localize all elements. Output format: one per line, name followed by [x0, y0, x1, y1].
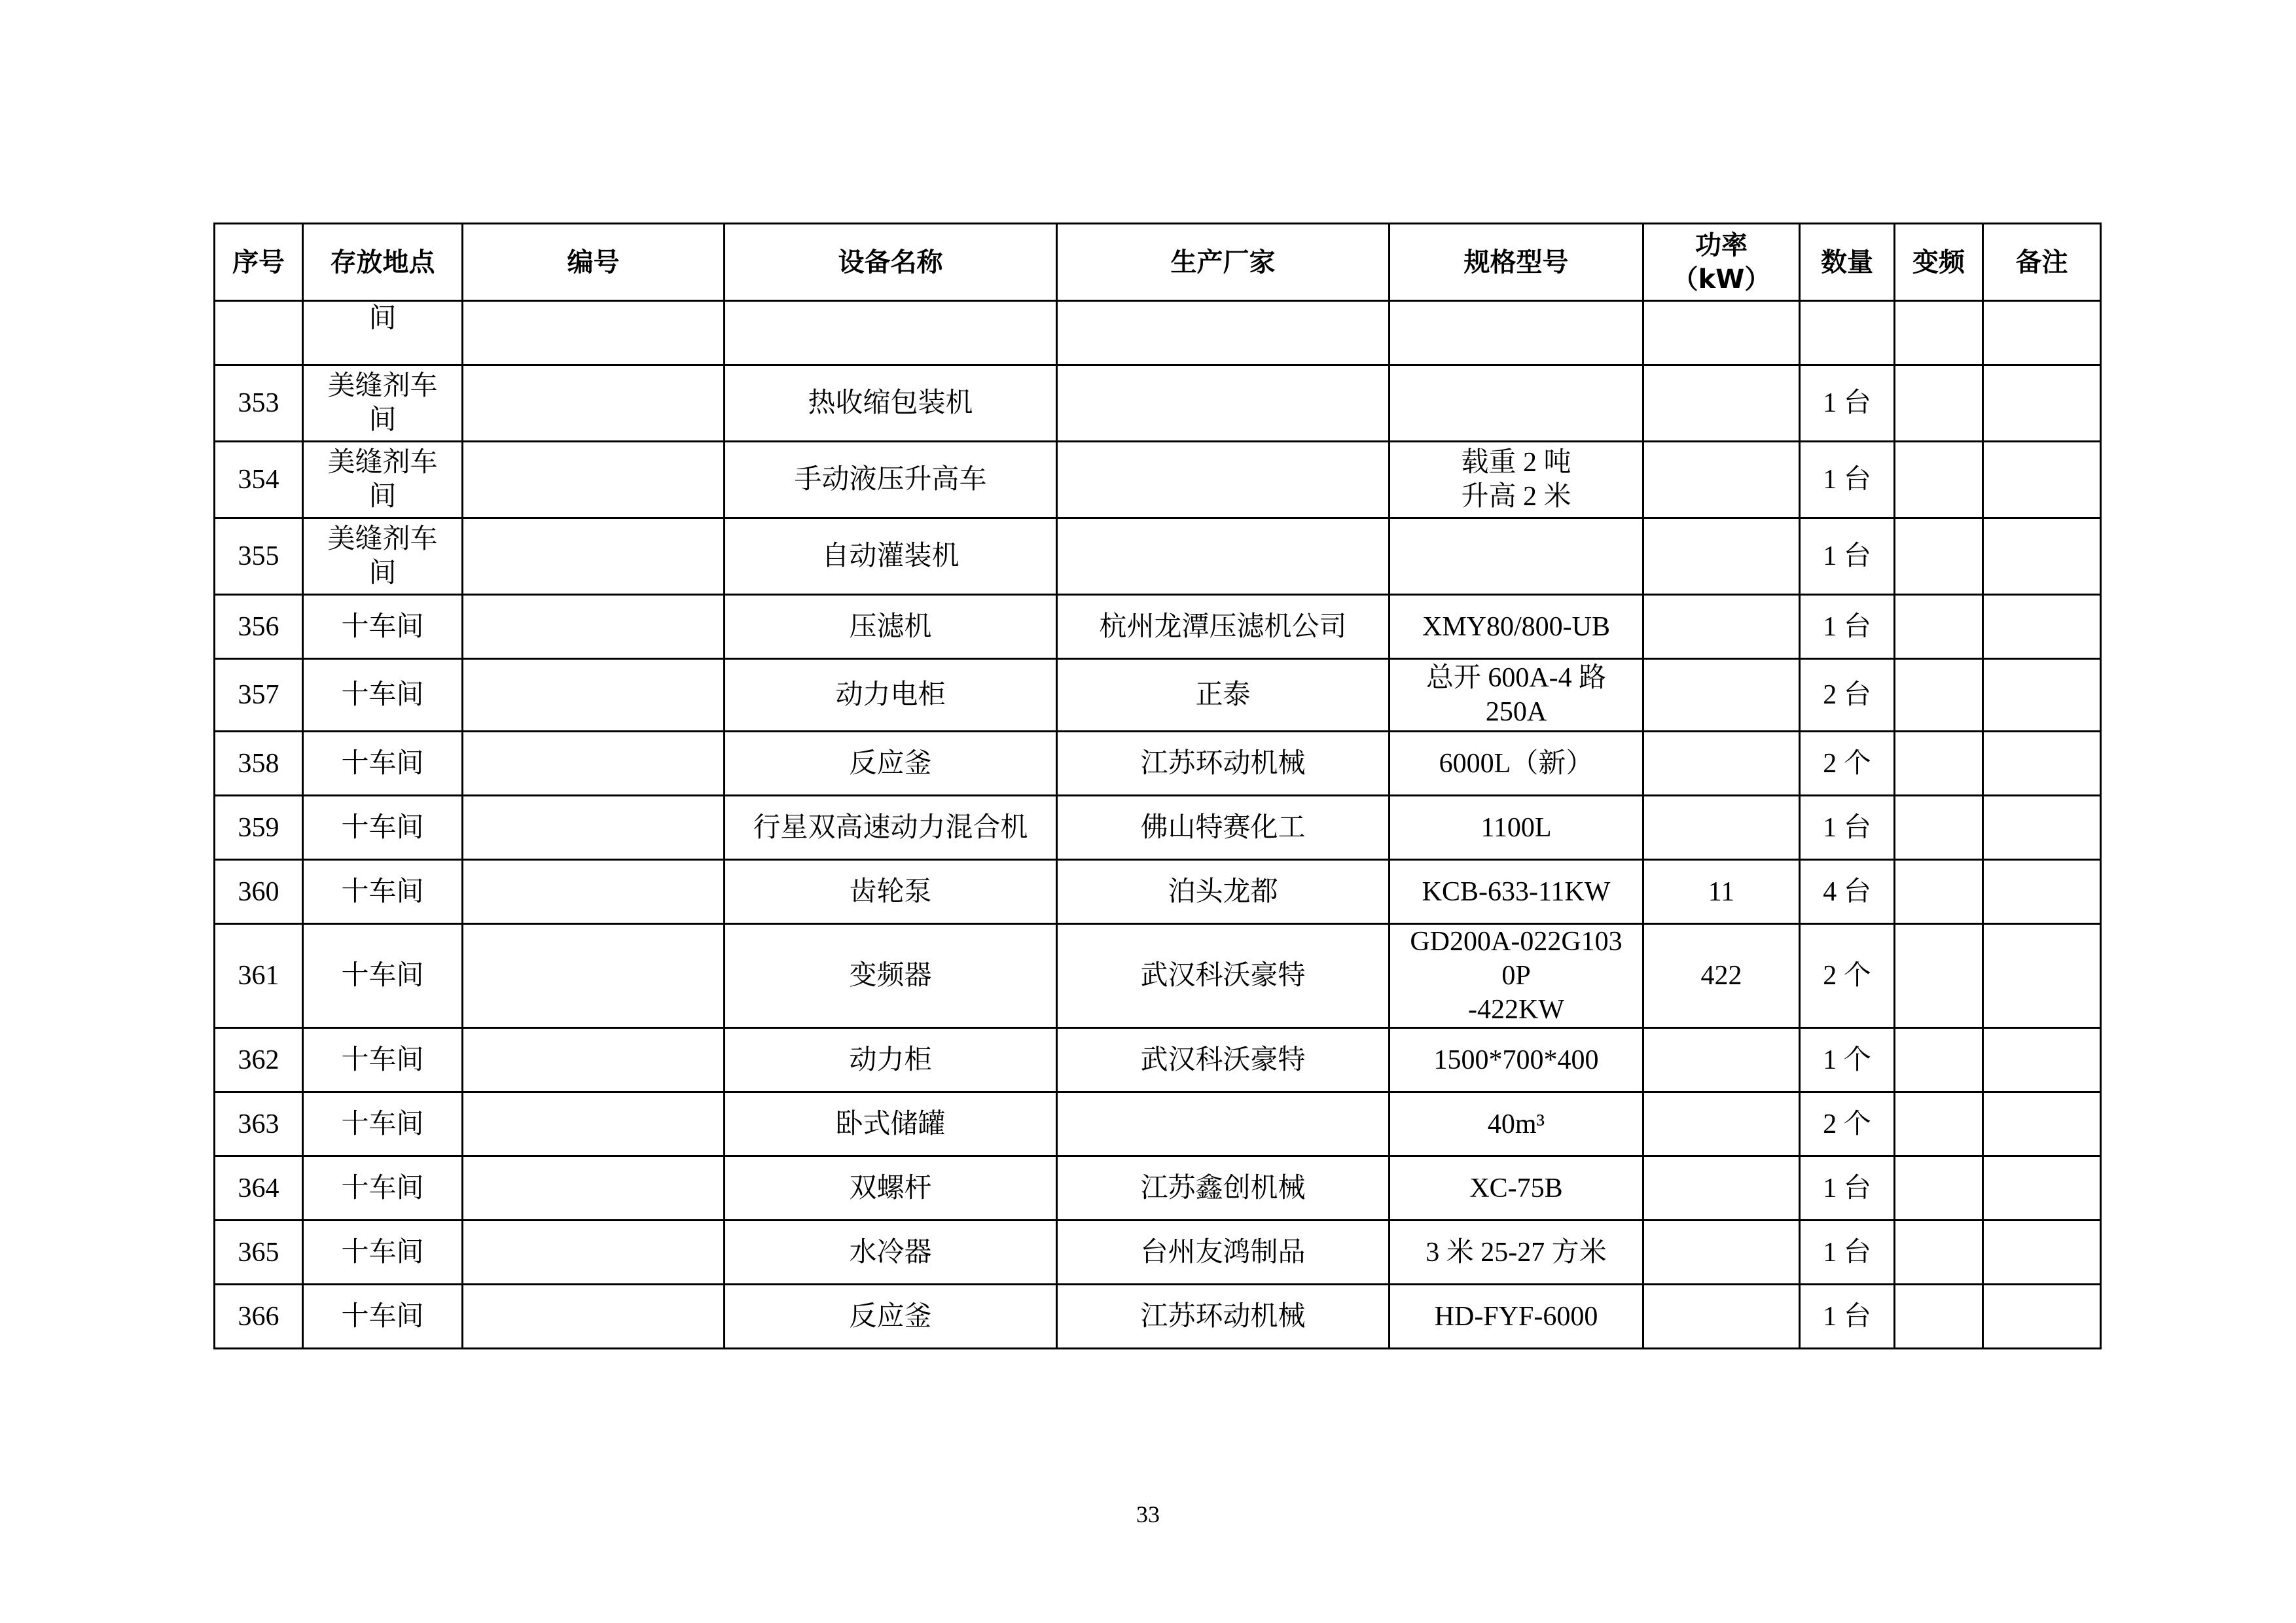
cell-maker: 正泰 — [1057, 659, 1390, 732]
cell-seq: 366 — [215, 1285, 303, 1349]
cell-location: 十车间 — [303, 924, 463, 1028]
cell-location: 美缝剂车 间 — [303, 365, 463, 442]
cell-vfd — [1895, 860, 1983, 924]
cell-maker — [1057, 365, 1390, 442]
table-row — [215, 595, 2101, 659]
header-model: 规格型号 — [1390, 224, 1643, 301]
cell-model: XC-75B — [1390, 1156, 1643, 1221]
cell-model: GD200A-022G103 0P -422KW — [1390, 924, 1643, 1028]
header-seq: 序号 — [215, 224, 303, 301]
header-code: 编号 — [463, 224, 725, 301]
cell-power — [1643, 301, 1800, 365]
cell-vfd — [1895, 796, 1983, 860]
cell-code — [463, 518, 725, 595]
cell-location: 十车间 — [303, 732, 463, 796]
cell-model: 1100L — [1390, 796, 1643, 860]
cell-vfd — [1895, 1156, 1983, 1221]
table-row — [215, 1221, 2101, 1285]
cell-code — [463, 301, 725, 365]
header-power: 功率 （kW） — [1643, 224, 1800, 301]
cell-model: XMY80/800-UB — [1390, 595, 1643, 659]
cell-model: HD-FYF-6000 — [1390, 1285, 1643, 1349]
cell-location: 美缝剂车 间 — [303, 518, 463, 595]
cell-seq: 357 — [215, 659, 303, 732]
cell-seq: 355 — [215, 518, 303, 595]
cell-qty: 1 台 — [1800, 1285, 1895, 1349]
cell-vfd — [1895, 301, 1983, 365]
cell-maker: 泊头龙都 — [1057, 860, 1390, 924]
cell-remark — [1983, 595, 2101, 659]
cell-maker: 佛山特赛化工 — [1057, 796, 1390, 860]
cell-remark — [1983, 1092, 2101, 1156]
table-row — [215, 518, 2101, 595]
cell-qty: 1 台 — [1800, 796, 1895, 860]
cell-remark — [1983, 659, 2101, 732]
cell-power: 11 — [1643, 860, 1800, 924]
cell-power — [1643, 1028, 1800, 1092]
cell-maker: 武汉科沃豪特 — [1057, 1028, 1390, 1092]
header-location: 存放地点 — [303, 224, 463, 301]
table-row — [215, 442, 2101, 518]
cell-code — [463, 1092, 725, 1156]
cell-power: 422 — [1643, 924, 1800, 1028]
cell-remark — [1983, 365, 2101, 442]
cell-qty: 2 个 — [1800, 924, 1895, 1028]
cell-power — [1643, 595, 1800, 659]
cell-power — [1643, 1285, 1800, 1349]
cell-model — [1390, 365, 1643, 442]
cell-maker: 江苏环动机械 — [1057, 732, 1390, 796]
cell-code — [463, 595, 725, 659]
cell-maker — [1057, 518, 1390, 595]
cell-maker: 江苏鑫创机械 — [1057, 1156, 1390, 1221]
cell-power — [1643, 659, 1800, 732]
cell-name: 行星双高速动力混合机 — [725, 796, 1057, 860]
cell-name — [725, 301, 1057, 365]
cell-vfd — [1895, 442, 1983, 518]
cell-qty: 1 台 — [1800, 1156, 1895, 1221]
cell-code — [463, 1221, 725, 1285]
cell-name: 反应釜 — [725, 732, 1057, 796]
table-row — [215, 732, 2101, 796]
cell-name: 动力电柜 — [725, 659, 1057, 732]
cell-seq: 353 — [215, 365, 303, 442]
cell-name: 手动液压升高车 — [725, 442, 1057, 518]
page-number: 33 — [1136, 1501, 1160, 1527]
cell-vfd — [1895, 1221, 1983, 1285]
cell-remark — [1983, 796, 2101, 860]
table-row — [215, 1028, 2101, 1092]
cell-remark — [1983, 924, 2101, 1028]
cell-model — [1390, 518, 1643, 595]
cell-qty: 1 台 — [1800, 595, 1895, 659]
cell-code — [463, 659, 725, 732]
cell-location: 十车间 — [303, 1092, 463, 1156]
table-row — [215, 1285, 2101, 1349]
cell-location: 美缝剂车 间 — [303, 442, 463, 518]
cell-seq: 365 — [215, 1221, 303, 1285]
cell-vfd — [1895, 659, 1983, 732]
cell-power — [1643, 365, 1800, 442]
cell-power — [1643, 1092, 1800, 1156]
cell-vfd — [1895, 595, 1983, 659]
cell-location: 十车间 — [303, 1028, 463, 1092]
header-name: 设备名称 — [725, 224, 1057, 301]
cell-remark — [1983, 1156, 2101, 1221]
cell-remark — [1983, 1028, 2101, 1092]
table-row — [215, 365, 2101, 442]
cell-remark — [1983, 301, 2101, 365]
cell-model: 3 米 25-27 方米 — [1390, 1221, 1643, 1285]
cell-vfd — [1895, 924, 1983, 1028]
cell-code — [463, 1156, 725, 1221]
cell-model: KCB-633-11KW — [1390, 860, 1643, 924]
table-row — [215, 1092, 2101, 1156]
cell-model: 载重 2 吨 升高 2 米 — [1390, 442, 1643, 518]
cell-seq: 363 — [215, 1092, 303, 1156]
cell-seq: 364 — [215, 1156, 303, 1221]
table-row — [215, 860, 2101, 924]
cell-name: 动力柜 — [725, 1028, 1057, 1092]
cell-seq: 362 — [215, 1028, 303, 1092]
table-row — [215, 796, 2101, 860]
cell-maker: 杭州龙潭压滤机公司 — [1057, 595, 1390, 659]
cell-remark — [1983, 732, 2101, 796]
cell-remark — [1983, 860, 2101, 924]
cell-name: 齿轮泵 — [725, 860, 1057, 924]
cell-location: 十车间 — [303, 595, 463, 659]
cell-qty: 1 台 — [1800, 442, 1895, 518]
cell-name: 压滤机 — [725, 595, 1057, 659]
cell-seq — [215, 301, 303, 365]
cell-name: 热收缩包装机 — [725, 365, 1057, 442]
header-qty: 数量 — [1800, 224, 1895, 301]
equipment-table — [213, 223, 2102, 1349]
table-row — [215, 301, 2101, 365]
cell-location: 十车间 — [303, 860, 463, 924]
cell-code — [463, 796, 725, 860]
cell-vfd — [1895, 1028, 1983, 1092]
cell-name: 反应釜 — [725, 1285, 1057, 1349]
table-body — [215, 301, 2101, 1349]
cell-power — [1643, 796, 1800, 860]
cell-vfd — [1895, 518, 1983, 595]
cell-location: 十车间 — [303, 1221, 463, 1285]
cell-location: 十车间 — [303, 1285, 463, 1349]
cell-model: 1500*700*400 — [1390, 1028, 1643, 1092]
cell-name: 水冷器 — [725, 1221, 1057, 1285]
cell-location: 间 — [303, 301, 463, 365]
cell-model — [1390, 301, 1643, 365]
cell-qty: 2 台 — [1800, 659, 1895, 732]
cell-code — [463, 860, 725, 924]
cell-code — [463, 732, 725, 796]
cell-remark — [1983, 1221, 2101, 1285]
cell-model: 总开 600A-4 路 250A — [1390, 659, 1643, 732]
cell-power — [1643, 442, 1800, 518]
cell-qty: 1 台 — [1800, 1221, 1895, 1285]
cell-maker: 江苏环动机械 — [1057, 1285, 1390, 1349]
cell-location: 十车间 — [303, 1156, 463, 1221]
cell-remark — [1983, 442, 2101, 518]
cell-qty — [1800, 301, 1895, 365]
cell-location: 十车间 — [303, 796, 463, 860]
cell-vfd — [1895, 732, 1983, 796]
cell-seq: 356 — [215, 595, 303, 659]
cell-model: 6000L（新） — [1390, 732, 1643, 796]
cell-maker — [1057, 442, 1390, 518]
table-header-row — [215, 224, 2101, 301]
cell-name: 卧式储罐 — [725, 1092, 1057, 1156]
cell-seq: 361 — [215, 924, 303, 1028]
cell-seq: 359 — [215, 796, 303, 860]
cell-model: 40m³ — [1390, 1092, 1643, 1156]
cell-code — [463, 924, 725, 1028]
cell-code — [463, 365, 725, 442]
cell-remark — [1983, 1285, 2101, 1349]
cell-vfd — [1895, 1285, 1983, 1349]
header-vfd: 变频 — [1895, 224, 1983, 301]
cell-qty: 4 台 — [1800, 860, 1895, 924]
cell-seq: 354 — [215, 442, 303, 518]
cell-qty: 1 台 — [1800, 365, 1895, 442]
cell-remark — [1983, 518, 2101, 595]
cell-maker — [1057, 301, 1390, 365]
cell-maker — [1057, 1092, 1390, 1156]
cell-power — [1643, 518, 1800, 595]
header-remark: 备注 — [1983, 224, 2101, 301]
cell-maker: 台州友鸿制品 — [1057, 1221, 1390, 1285]
header-maker: 生产厂家 — [1057, 224, 1390, 301]
cell-seq: 360 — [215, 860, 303, 924]
cell-code — [463, 1285, 725, 1349]
table-row — [215, 924, 2101, 1028]
cell-maker: 武汉科沃豪特 — [1057, 924, 1390, 1028]
cell-power — [1643, 1221, 1800, 1285]
cell-vfd — [1895, 365, 1983, 442]
table-row — [215, 659, 2101, 732]
cell-name: 双螺杆 — [725, 1156, 1057, 1221]
cell-qty: 1 个 — [1800, 1028, 1895, 1092]
cell-vfd — [1895, 1092, 1983, 1156]
cell-qty: 2 个 — [1800, 732, 1895, 796]
cell-location: 十车间 — [303, 659, 463, 732]
table-row — [215, 1156, 2101, 1221]
cell-power — [1643, 732, 1800, 796]
cell-code — [463, 442, 725, 518]
cell-seq: 358 — [215, 732, 303, 796]
cell-qty: 1 台 — [1800, 518, 1895, 595]
cell-name: 自动灌装机 — [725, 518, 1057, 595]
cell-power — [1643, 1156, 1800, 1221]
cell-qty: 2 个 — [1800, 1092, 1895, 1156]
cell-code — [463, 1028, 725, 1092]
cell-name: 变频器 — [725, 924, 1057, 1028]
